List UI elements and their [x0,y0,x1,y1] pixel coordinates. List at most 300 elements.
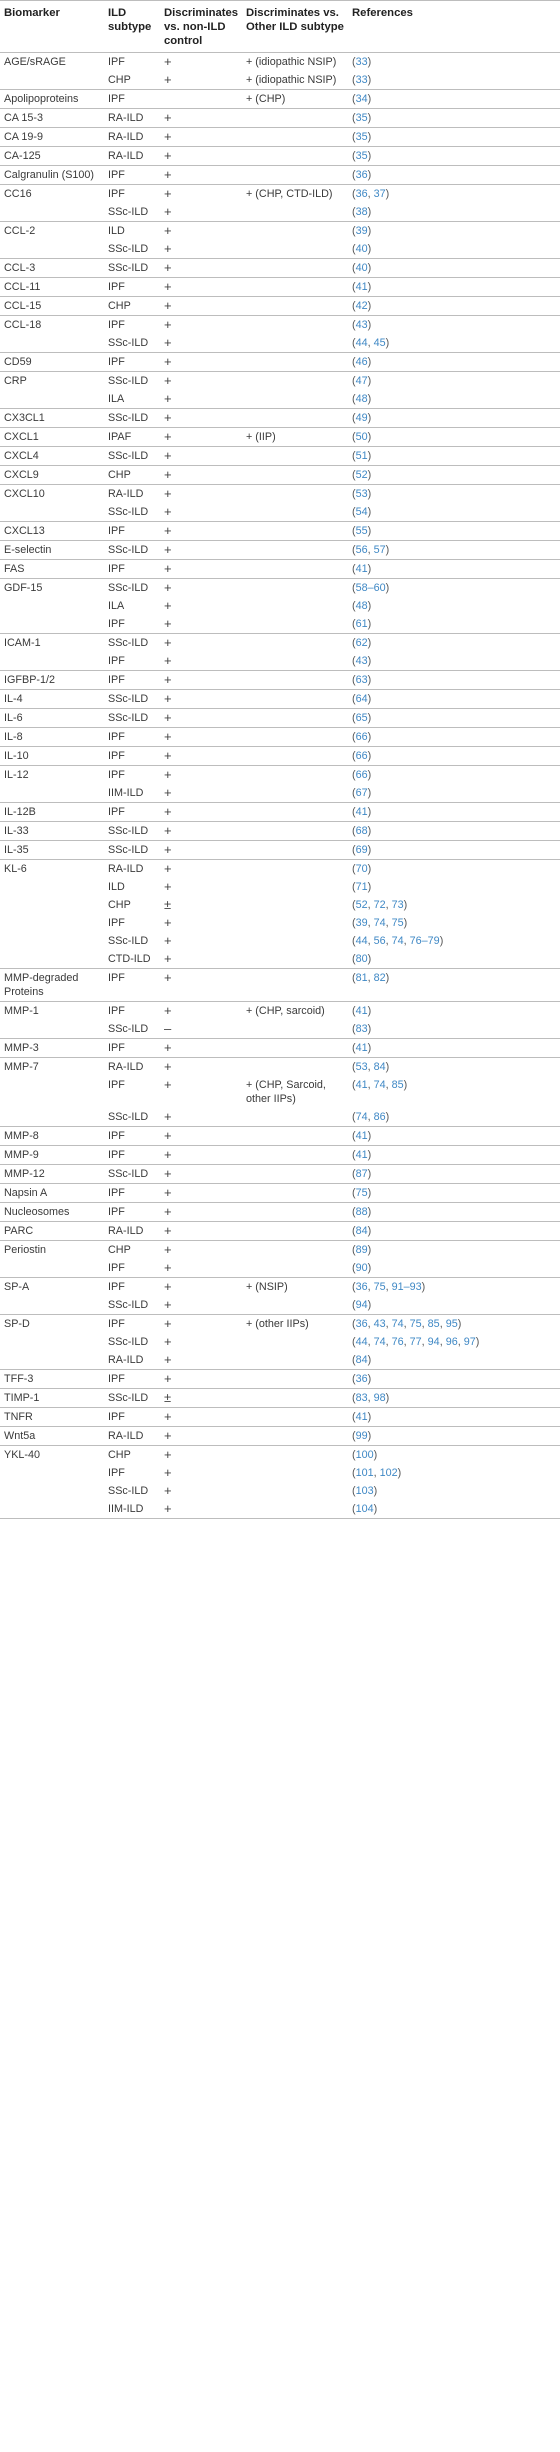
reference-number[interactable]: 84 [355,1354,368,1366]
vs-non-ild-cell: + [160,297,242,316]
table-row [0,1351,560,1370]
biomarker-cell: CA-125 [0,147,104,166]
vs-non-ild-cell: + [160,860,242,879]
table-row [0,728,560,747]
reference-number[interactable]: 36 [355,1281,368,1293]
reference-number[interactable]: 82 [373,972,386,984]
biomarker-cell: CCL-2 [0,222,104,241]
vs-non-ild-cell: + [160,1039,242,1058]
reference-number[interactable]: 84 [373,1061,386,1073]
reference-number[interactable]: 74 [391,935,404,947]
vs-non-ild-cell: + [160,1351,242,1370]
vs-non-ild-cell: + [160,128,242,147]
reference-number[interactable]: 33 [355,74,368,86]
references-cell: (70) [348,860,560,879]
reference-number[interactable]: 49 [355,412,368,424]
reference-number[interactable]: 87 [355,1168,368,1180]
vs-other-ild-cell [242,466,348,485]
table-row [0,1039,560,1058]
vs-non-ild-cell: ± [164,897,172,912]
reference-number[interactable]: 64 [355,693,368,705]
reference-number[interactable]: 40 [355,262,368,274]
vs-other-ild-cell [242,147,348,166]
references-cell: (48) [352,600,372,612]
vs-non-ild-cell: + [160,1127,242,1146]
vs-non-ild-cell: + [160,1446,242,1465]
reference-number[interactable]: 58–60 [355,582,386,594]
biomarker-cell: FAS [0,560,104,579]
reference-number[interactable]: 74 [373,1336,386,1348]
ild-subtype-cell: SSc-ILD [108,1485,149,1497]
reference-number[interactable]: 41 [355,281,368,293]
vs-other-ild-cell [242,240,348,259]
references-cell: (66) [348,747,560,766]
vs-other-ild-cell [242,109,348,128]
vs-non-ild-cell: + [160,166,242,185]
reference-number[interactable]: 51 [355,450,368,462]
vs-non-ild-cell: + [164,1334,172,1349]
reference-number[interactable]: 37 [373,188,386,200]
reference-number[interactable]: 65 [355,712,368,724]
reference-number[interactable]: 56 [373,935,386,947]
ild-subtype-cell: RA-ILD [104,147,160,166]
reference-number[interactable]: 48 [355,393,368,405]
biomarker-cell: Periostin [0,1241,104,1260]
reference-number[interactable]: 76 [391,1336,404,1348]
reference-number[interactable]: 66 [355,769,368,781]
vs-non-ild-cell: + [160,1278,242,1297]
reference-number[interactable]: 46 [355,356,368,368]
vs-non-ild-cell: + [160,728,242,747]
reference-number[interactable]: 43 [373,1318,386,1330]
references-cell: (87) [348,1165,560,1184]
biomarker-cell: SP-D [0,1315,104,1334]
ild-subtype-cell: RA-ILD [104,128,160,147]
vs-other-ild-cell [242,1464,348,1482]
ild-subtype-cell: IPF [104,1203,160,1222]
table-row [0,766,560,785]
table-row [0,166,560,185]
reference-number[interactable]: 41 [355,563,368,575]
vs-other-ild-cell [242,634,348,653]
vs-non-ild-cell: ± [160,1389,242,1408]
ild-subtype-cell: CHP [104,1446,160,1465]
table-row [0,1076,560,1108]
ild-subtype-cell: SSc-ILD [104,579,160,598]
vs-non-ild-cell: + [160,1259,242,1278]
vs-other-ild-cell [242,1058,348,1077]
reference-number[interactable]: 61 [355,618,368,630]
vs-other-ild-cell [242,1241,348,1260]
reference-number[interactable]: 39 [355,225,368,237]
reference-number[interactable]: 50 [355,431,368,443]
references-cell: (36) [348,166,560,185]
references-cell: (75) [348,1184,560,1203]
vs-other-ild-cell: + (idiopathic NSIP) [242,53,348,72]
reference-number[interactable]: 85 [391,1079,404,1091]
reference-number[interactable]: 77 [409,1336,422,1348]
table-row [0,1165,560,1184]
references-cell: (63) [348,671,560,690]
reference-number[interactable]: 99 [355,1430,368,1442]
vs-other-ild-cell [242,1351,348,1370]
reference-number[interactable]: 62 [355,637,368,649]
vs-non-ild-cell: + [160,1002,242,1021]
reference-number[interactable]: 35 [355,131,368,143]
ild-subtype-cell: RA-ILD [104,485,160,504]
reference-number[interactable]: 43 [355,655,368,667]
reference-number[interactable]: 96 [445,1336,458,1348]
ild-subtype-cell: IPF [104,1370,160,1389]
references-cell: (42) [348,297,560,316]
reference-number[interactable]: 36 [355,188,368,200]
ild-subtype-cell: IPF [104,728,160,747]
vs-other-ild-cell [242,128,348,147]
references-cell: (84) [348,1351,560,1370]
ild-subtype-cell: CHP [104,297,160,316]
references-cell: (46) [348,353,560,372]
biomarker-cell [0,240,104,259]
vs-other-ild-cell [242,1165,348,1184]
vs-non-ild-cell: + [160,1500,242,1519]
reference-number[interactable]: 53 [355,1061,368,1073]
table-row [0,128,560,147]
reference-number[interactable]: 47 [355,375,368,387]
vs-non-ild-cell: + [160,466,242,485]
reference-number[interactable]: 66 [355,750,368,762]
reference-number[interactable]: 90 [355,1262,368,1274]
vs-other-ild-cell [242,671,348,690]
ild-subtype-cell: SSc-ILD [108,935,149,947]
ild-subtype-cell: SSc-ILD [104,690,160,709]
biomarker-cell [0,1108,104,1127]
reference-number[interactable]: 91–93 [391,1281,422,1293]
ild-subtype-cell: CHP [104,71,160,90]
vs-non-ild-cell: + [160,1165,242,1184]
biomarker-cell: GDF-15 [0,579,104,598]
reference-number[interactable]: 42 [355,300,368,312]
vs-other-ild-cell [242,822,348,841]
references-cell: (99) [348,1427,560,1446]
table-row [0,447,560,466]
reference-number[interactable]: 52 [355,899,368,911]
table-row [0,1315,560,1334]
reference-number[interactable]: 66 [355,731,368,743]
ild-subtype-cell: SSc-ILD [104,447,160,466]
ild-subtype-cell: IPF [104,166,160,185]
table-row [0,560,560,579]
ild-subtype-cell: SSc-ILD [104,503,160,522]
reference-number[interactable]: 103 [355,1485,374,1497]
ild-subtype-cell: SSc-ILD [104,541,160,560]
table-row [0,1184,560,1203]
reference-number[interactable]: 39 [355,917,368,929]
table-row [0,390,560,409]
reference-number[interactable]: 36 [355,1318,368,1330]
reference-number[interactable]: 102 [379,1467,398,1479]
reference-number[interactable]: 75 [373,1281,386,1293]
reference-number[interactable]: 52 [355,469,368,481]
biomarker-cell: TNFR [0,1408,104,1427]
vs-other-ild-cell [242,390,348,409]
references-cell: (44, 74, 76, 77, 94, 96, 97) [352,1336,480,1348]
table-row [0,1108,560,1127]
ild-subtype-cell: ILA [108,600,125,612]
reference-number[interactable]: 63 [355,674,368,686]
vs-non-ild-cell: + [160,147,242,166]
table-row [0,1296,560,1315]
vs-non-ild-cell: + [160,522,242,541]
reference-number[interactable]: 74 [391,1318,404,1330]
reference-number[interactable]: 73 [391,899,404,911]
reference-number[interactable]: 41 [355,1411,368,1423]
reference-number[interactable]: 104 [355,1503,374,1515]
vs-non-ild-cell: + [160,841,242,860]
reference-number[interactable]: 48 [355,600,368,612]
vs-non-ild-cell: + [160,560,242,579]
vs-non-ild-cell [160,90,242,109]
reference-number[interactable]: 55 [355,525,368,537]
reference-number[interactable]: 74 [373,917,386,929]
ild-subtype-cell: IPF [104,1408,160,1427]
vs-non-ild-cell: + [160,1241,242,1260]
reference-number[interactable]: 98 [373,1392,386,1404]
biomarker-cell: MMP-12 [0,1165,104,1184]
vs-non-ild-cell: + [160,969,242,1002]
vs-other-ild-cell [242,1127,348,1146]
ild-subtype-cell: SSc-ILD [104,1296,160,1315]
vs-non-ild-cell: + [160,1370,242,1389]
vs-other-ild-cell: + (NSIP) [242,1278,348,1297]
table-row [0,1278,560,1297]
reference-number[interactable]: 38 [355,206,368,218]
reference-number[interactable]: 34 [355,93,368,105]
table-row [0,1482,560,1500]
biomarker-cell: CCL-15 [0,297,104,316]
reference-number[interactable]: 86 [373,1111,386,1123]
vs-non-ild-cell: + [160,203,242,222]
table-row [0,822,560,841]
table-row [0,932,560,950]
reference-number[interactable]: 40 [355,243,368,255]
reference-number[interactable]: 70 [355,863,368,875]
biomarker-cell: E-selectin [0,541,104,560]
vs-other-ild-cell: + (IIP) [242,428,348,447]
ild-subtype-cell: IPF [104,1259,160,1278]
reference-number[interactable]: 85 [427,1318,440,1330]
reference-number[interactable]: 75 [409,1318,422,1330]
vs-non-ild-cell: + [160,222,242,241]
reference-number[interactable]: 94 [427,1336,440,1348]
ild-subtype-cell: IPF [104,316,160,335]
references-cell: (84) [348,1222,560,1241]
vs-other-ild-cell [242,447,348,466]
vs-other-ild-cell [242,1108,348,1127]
references-cell: (43) [348,316,560,335]
ild-subtype-cell: IPF [104,53,160,72]
biomarker-cell: CCL-18 [0,316,104,335]
reference-number[interactable]: 68 [355,825,368,837]
biomarker-cell: ICAM-1 [0,634,104,653]
reference-number[interactable]: 100 [355,1449,374,1461]
table-row [0,1464,560,1482]
reference-number[interactable]: 44 [355,337,368,349]
references-cell: (34) [348,90,560,109]
references-cell: (52, 72, 73) [352,899,408,911]
ild-subtype-cell: SSc-ILD [104,259,160,278]
references-cell: (101, 102) [352,1467,402,1479]
vs-other-ild-cell [242,1146,348,1165]
vs-non-ild-cell: + [160,278,242,297]
table-row [0,259,560,278]
table-row [0,485,560,504]
table-row [0,1058,560,1077]
vs-other-ild-cell [242,1482,348,1500]
vs-non-ild-cell: + [160,447,242,466]
reference-number[interactable]: 41 [355,1079,368,1091]
reference-number[interactable]: 45 [373,337,386,349]
biomarker-cell: MMP-7 [0,1058,104,1077]
reference-number[interactable]: 35 [355,112,368,124]
reference-number[interactable]: 36 [355,1373,368,1385]
references-cell: (61) [348,615,560,634]
ild-subtype-cell: IPF [104,652,160,671]
reference-number[interactable]: 72 [373,899,386,911]
references-cell: (66) [348,728,560,747]
reference-number[interactable]: 74 [355,1111,368,1123]
ild-subtype-cell: IPAF [104,428,160,447]
ild-subtype-cell: SSc-ILD [104,634,160,653]
reference-number[interactable]: 41 [355,1149,368,1161]
reference-number[interactable]: 44 [355,935,368,947]
references-cell: (36) [348,1370,560,1389]
reference-number[interactable]: 75 [391,917,404,929]
reference-number[interactable]: 57 [373,544,386,556]
reference-number[interactable]: 33 [355,56,368,68]
references-cell: (67) [348,784,560,803]
vs-non-ild-cell: + [160,1408,242,1427]
references-cell: (41) [348,1127,560,1146]
reference-number[interactable]: 88 [355,1206,368,1218]
biomarker-cell: IL-6 [0,709,104,728]
reference-number[interactable]: 54 [355,506,368,518]
vs-other-ild-cell [242,485,348,504]
reference-number[interactable]: 94 [355,1299,368,1311]
references-cell: (68) [348,822,560,841]
biomarker-cell [0,615,104,634]
ild-subtype-cell: IPF [108,1467,125,1479]
vs-other-ild-cell [242,1500,348,1519]
reference-number[interactable]: 41 [355,1130,368,1142]
biomarker-cell [0,390,104,409]
references-cell: (41, 74, 85) [352,1079,408,1091]
header-biomarker: Biomarker [0,1,104,53]
ild-subtype-cell: RA-ILD [104,1351,160,1370]
references-cell: (48) [348,390,560,409]
ild-subtype-cell: SSc-ILD [104,334,160,353]
vs-other-ild-cell [242,784,348,803]
reference-number[interactable]: 81 [355,972,368,984]
vs-other-ild-cell [242,1427,348,1446]
reference-number[interactable]: 84 [355,1225,368,1237]
references-cell: (88) [348,1203,560,1222]
vs-other-ild-cell [242,334,348,353]
reference-number[interactable]: 83 [355,1392,368,1404]
table-row [0,1259,560,1278]
reference-number[interactable]: 71 [355,881,368,893]
vs-non-ild-cell: + [160,109,242,128]
ild-subtype-cell: IIM-ILD [104,784,160,803]
reference-number[interactable]: 76–79 [409,935,440,947]
ild-subtype-cell: SSc-ILD [104,240,160,259]
reference-number[interactable]: 44 [355,1336,368,1348]
vs-other-ild-cell [242,950,348,969]
reference-number[interactable]: 56 [355,544,368,556]
ild-subtype-cell: IPF [104,560,160,579]
ild-subtype-cell: SSc-ILD [104,203,160,222]
vs-other-ild-cell [242,1039,348,1058]
reference-number[interactable]: 35 [355,150,368,162]
reference-number[interactable]: 89 [355,1244,368,1256]
biomarker-cell: MMP-8 [0,1127,104,1146]
table-row [0,1408,560,1427]
reference-number[interactable]: 75 [355,1187,368,1199]
reference-number[interactable]: 97 [463,1336,476,1348]
vs-other-ild-cell [242,615,348,634]
biomarker-cell: CA 15-3 [0,109,104,128]
reference-number[interactable]: 95 [445,1318,458,1330]
vs-other-ild-cell [242,372,348,391]
table-row [0,1370,560,1389]
vs-non-ild-cell: + [160,316,242,335]
references-cell: (36, 37) [348,185,560,204]
ild-subtype-cell: CHP [108,899,131,911]
references-cell: (41) [348,278,560,297]
references-cell: (41) [348,1039,560,1058]
vs-other-ild-cell: + (idiopathic NSIP) [242,71,348,90]
table-row [0,1389,560,1408]
references-cell: (74, 86) [348,1108,560,1127]
reference-number[interactable]: 69 [355,844,368,856]
reference-number[interactable]: 74 [373,1079,386,1091]
vs-non-ild-cell: + [164,915,172,930]
vs-non-ild-cell: + [160,803,242,822]
table-row [0,896,560,914]
reference-number[interactable]: 80 [355,953,368,965]
table-row [0,1146,560,1165]
reference-number[interactable]: 36 [355,169,368,181]
reference-number[interactable]: 41 [355,806,368,818]
reference-number[interactable]: 101 [355,1467,374,1479]
ild-subtype-cell: RA-ILD [104,1222,160,1241]
reference-number[interactable]: 41 [355,1042,368,1054]
biomarker-cell: IL-10 [0,747,104,766]
reference-number[interactable]: 67 [355,787,368,799]
vs-non-ild-cell: + [160,1315,242,1334]
reference-number[interactable]: 41 [355,1005,368,1017]
reference-number[interactable]: 43 [355,319,368,331]
reference-number[interactable]: 53 [355,488,368,500]
ild-subtype-cell: IPF [104,278,160,297]
ild-subtype-cell: SSc-ILD [104,822,160,841]
table-row [0,634,560,653]
reference-number[interactable]: 83 [355,1023,368,1035]
header-vs-non-ild: Discriminates vs. non-ILD control [160,1,242,53]
vs-other-ild-cell [242,579,348,598]
vs-non-ild-cell: + [160,372,242,391]
table-row [0,1446,560,1465]
references-cell: (41) [348,560,560,579]
